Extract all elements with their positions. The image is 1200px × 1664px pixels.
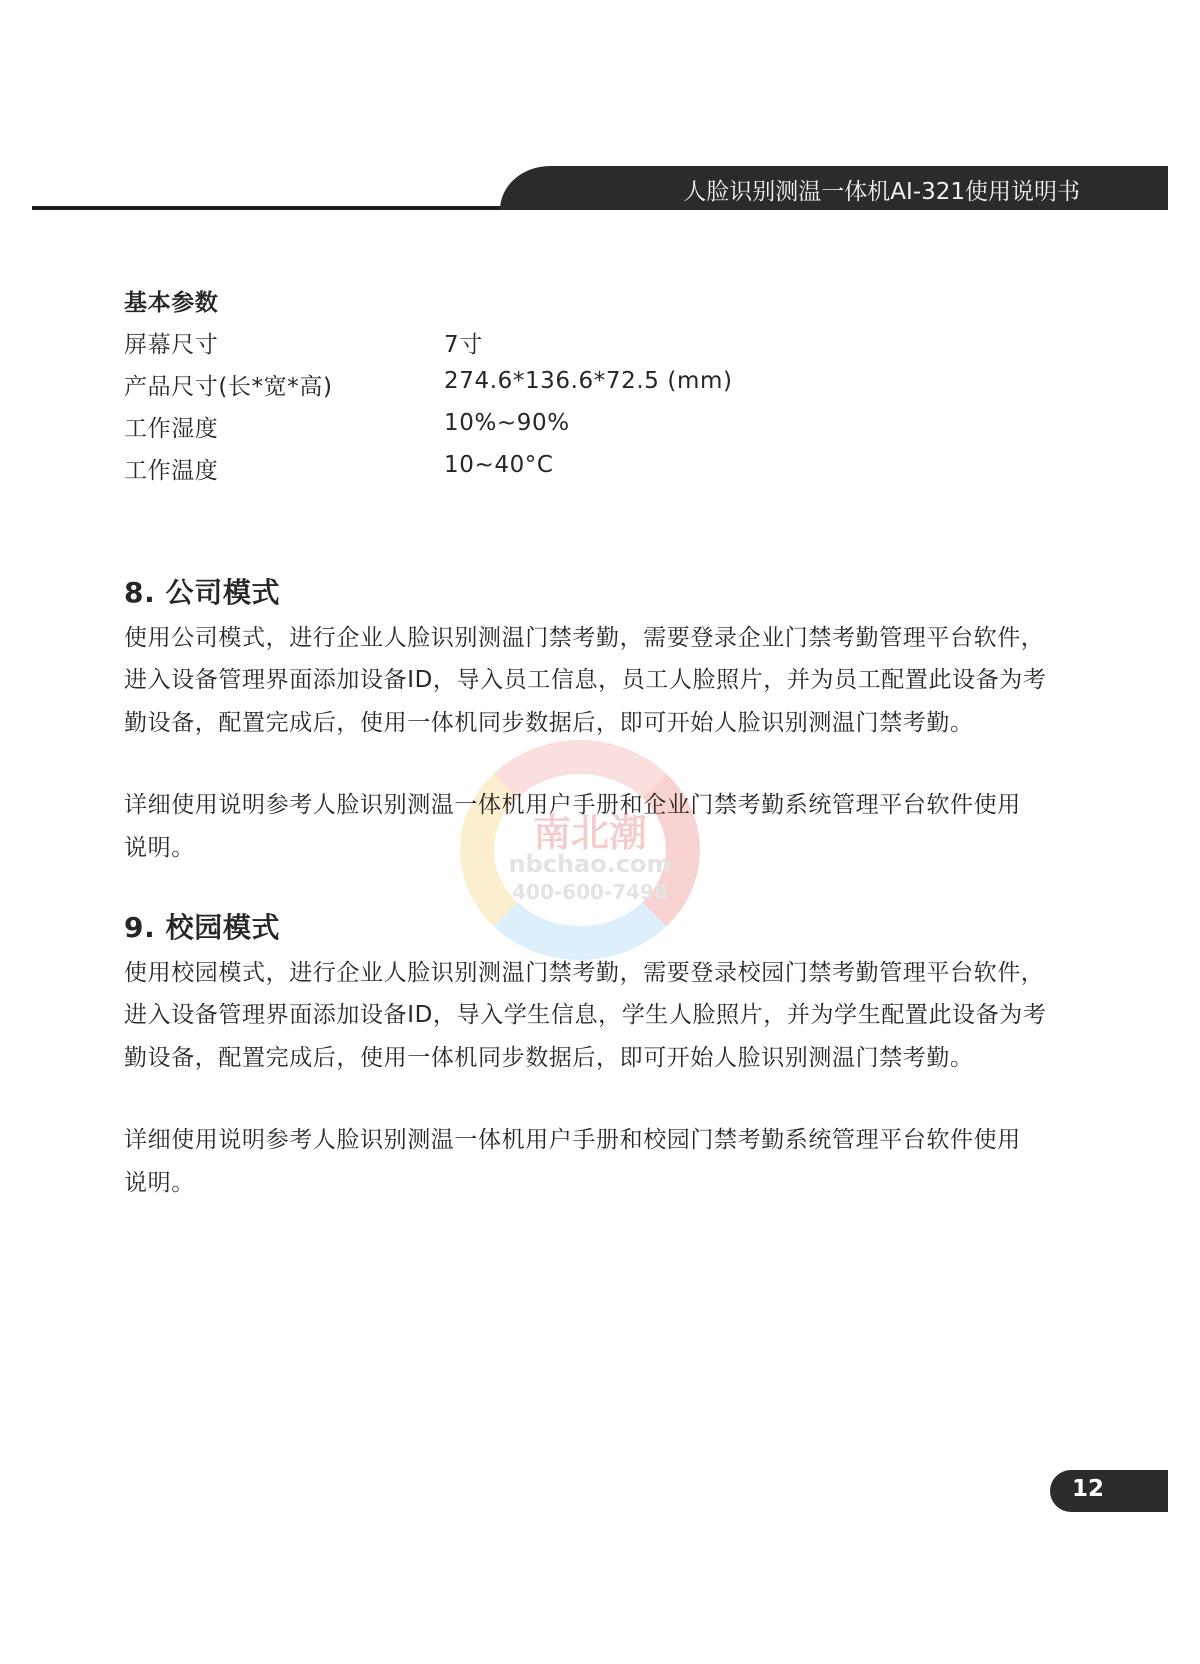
spec-value: 10%~90% (444, 410, 570, 436)
page-number-tab (1050, 1470, 1168, 1512)
paragraph-line: 详细使用说明参考人脸识别测温一体机用户手册和校园门禁考勤系统管理平台软件使用 (124, 1127, 1021, 1153)
paragraph-line: 勤设备，配置完成后，使用一体机同步数据后，即可开始人脸识别测温门禁考勤。 (124, 1045, 974, 1071)
header-bar (500, 166, 1168, 210)
paragraph-line: 使用校园模式，进行企业人脸识别测温门禁考勤，需要登录校园门禁考勤管理平台软件， (124, 960, 1045, 986)
paragraph-line: 进入设备管理界面添加设备ID，导入学生信息，学生人脸照片，并为学生配置此设备为考 (124, 1002, 1047, 1028)
paragraph-line: 勤设备，配置完成后，使用一体机同步数据后，即可开始人脸识别测温门禁考勤。 (124, 710, 974, 736)
page-number: 12 (1072, 1476, 1105, 1502)
spec-value: 274.6*136.6*72.5 (mm) (444, 368, 733, 394)
section-8-heading: 8. 公司模式 (124, 576, 281, 609)
spec-label: 工作温度 (124, 458, 219, 484)
spec-value: 7寸 (444, 332, 483, 358)
spec-value: 10~40°C (444, 452, 554, 478)
paragraph-line: 说明。 (124, 1170, 195, 1196)
spec-label: 产品尺寸(长*宽*高) (124, 374, 333, 400)
document-title: 人脸识别测温一体机AI-321使用说明书 (683, 179, 1080, 205)
section-9-heading: 9. 校园模式 (124, 911, 281, 944)
specs-heading: 基本参数 (124, 290, 219, 316)
spec-label: 工作湿度 (124, 416, 219, 442)
paragraph-line: 使用公司模式，进行企业人脸识别测温门禁考勤，需要登录企业门禁考勤管理平台软件， (124, 625, 1045, 651)
paragraph-line: 详细使用说明参考人脸识别测温一体机用户手册和企业门禁考勤系统管理平台软件使用 (124, 792, 1021, 818)
paragraph-line: 进入设备管理界面添加设备ID，导入员工信息，员工人脸照片，并为员工配置此设备为考 (124, 667, 1047, 693)
watermark-logo: 南北潮 nbchao.com 400-600-7498 (420, 740, 760, 980)
spec-label: 屏幕尺寸 (124, 332, 219, 358)
paragraph-line: 说明。 (124, 835, 195, 861)
